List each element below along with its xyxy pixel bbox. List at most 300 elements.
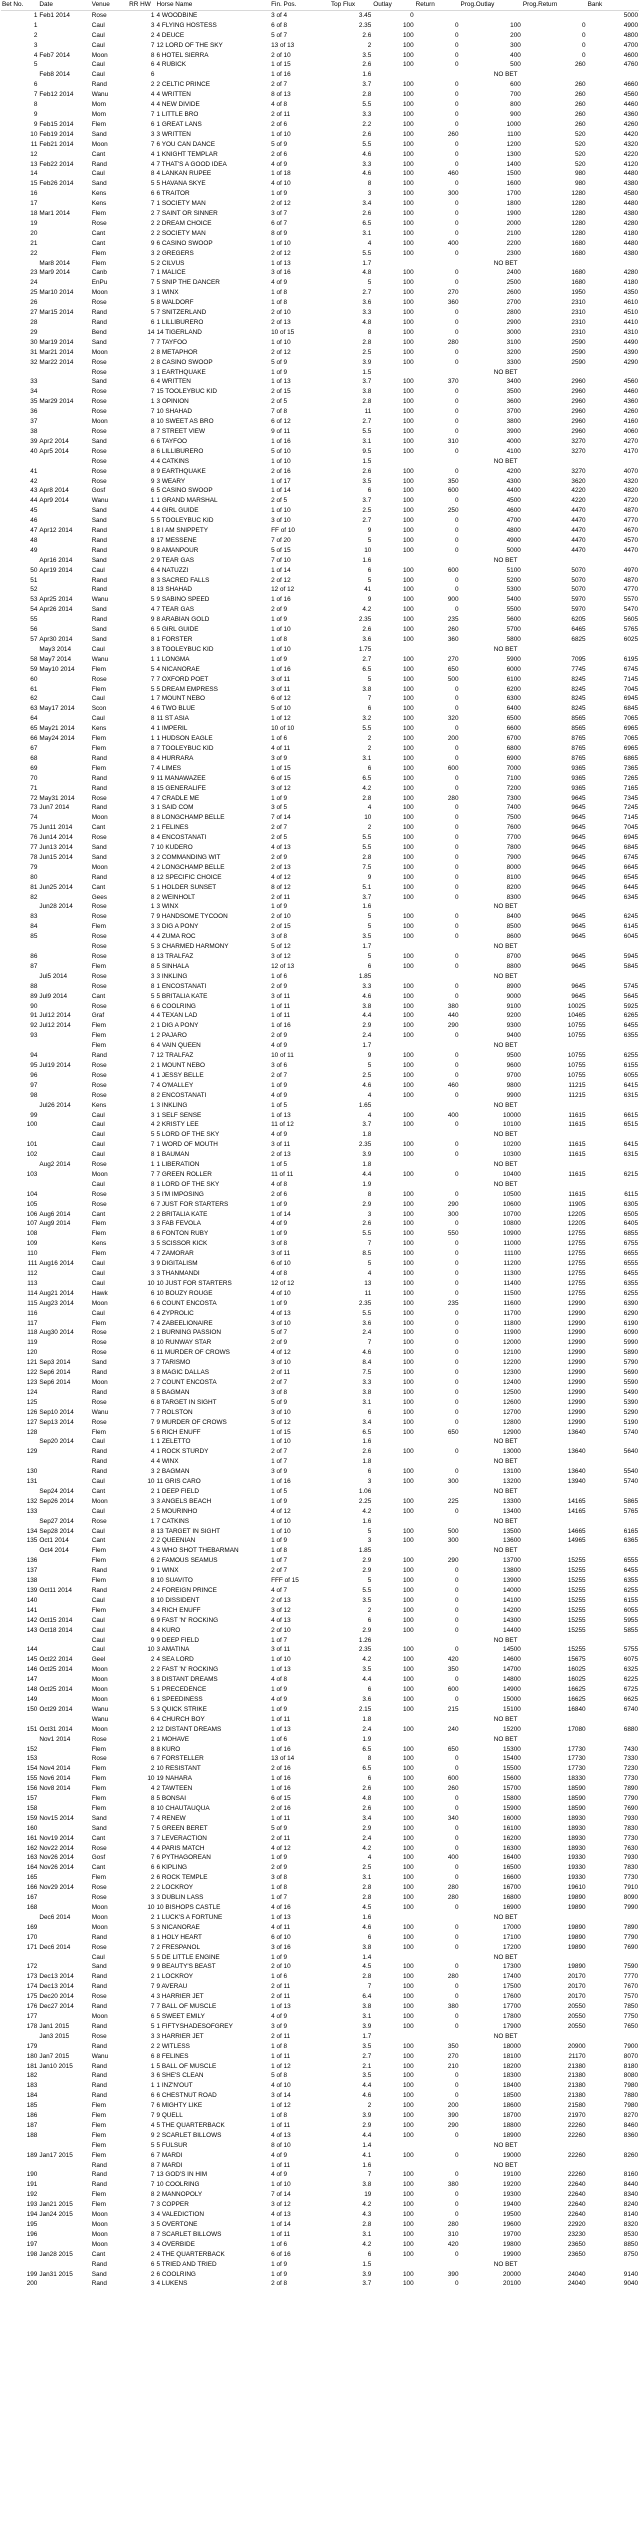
cell-bank: 6965 [623,725,638,733]
cell-rr-hw: 8 [150,1180,155,1188]
cell-prog-return: 12755 [567,1260,586,1268]
cell-bank: 6325 [623,1666,638,1674]
cell-prog-return: 17730 [567,1755,586,1763]
cell-fin-pos: 4 of 10 [271,1289,291,1297]
table-row [1,912,639,922]
cell-rr-hw: 4 [150,933,155,941]
cell-venue: Flem [91,1804,106,1812]
cell-return: 0 [454,81,459,89]
cell-top-flux: 8 [367,1755,372,1763]
table-row [1,526,639,536]
cell-return: 0 [454,923,459,931]
cell-prog-return: 9645 [571,992,586,1000]
cell-horse-name: 7 MARDI [156,2151,183,2159]
cell-fin-pos: 2 of 5 [271,834,288,842]
cell-date [38,893,90,903]
cell-return: 0 [454,962,459,970]
table-row [1,655,639,665]
cell-prog-outlay: 8800 [506,962,521,970]
cell-rr-hw: 6 [150,2151,155,2159]
cell-bet-no: 3 [33,41,38,49]
cell-rr-hw: 7 [150,1170,155,1178]
table-row [1,120,639,130]
cell-date [38,328,90,338]
cell-prog-return [522,10,587,20]
cell-rr-hw: 6 [150,1200,155,1208]
cell-return: 0 [454,1319,459,1327]
cell-bet-no: 111 [27,1260,38,1268]
cell-prog-outlay: 500 [510,61,521,69]
cell-bank: 4580 [623,190,638,198]
cell-horse-name: 5 GIRL GUIDE [156,626,199,634]
cell-date: Jun25 2014 [39,883,73,891]
cell-venue: Flem [91,1785,106,1793]
cell-fin-pos: 2 of 10 [271,51,291,59]
table-row [1,1071,639,1081]
cell-bet-no: 54 [30,606,38,614]
cell-prog-return: 9645 [571,863,586,871]
cell-prog-return: 2960 [571,378,586,386]
cell-rr-hw: 8 [150,586,155,594]
cell-prog-return: 14965 [567,1537,586,1545]
cell-horse-name: 4 NATUZZI [156,566,189,574]
cell-prog-return: 22260 [567,2121,586,2129]
cell-top-flux: 2.1 [362,2062,372,2070]
cell-horse-name: 7 CRADLE ME [156,794,200,802]
table-row [1,1913,639,1923]
cell-top-flux: 11 [364,408,372,416]
cell-bank: 7045 [623,824,638,832]
cell-prog-return: 17730 [567,1745,586,1753]
table-row [1,605,639,615]
cell-bank: 5745 [623,982,638,990]
cell-date: Jan21 2015 [39,2201,73,2209]
cell-return: 400 [447,239,459,247]
cell-venue: Rand [91,536,107,544]
cell-date [38,1962,90,1972]
cell-rr-hw: 1 [150,11,155,19]
cell-bank: 4720 [623,497,638,505]
cell-fin-pos: 3 of 8 [271,1388,288,1396]
cell-fin-pos: 5 of 15 [271,546,291,554]
cell-outlay: 100 [402,527,414,535]
cell-rr-hw: 8 [150,2230,155,2238]
cell-top-flux: 1.06 [358,1487,372,1495]
cell-fin-pos: 4 of 10 [271,2082,291,2090]
cell-outlay: 100 [402,2171,414,2179]
cell-bet-no: 91 [30,1012,38,1020]
cell-outlay: 100 [402,51,414,59]
cell-prog-return: 21380 [567,2072,586,2080]
cell-fin-pos: 1 of 12 [271,2062,291,2070]
cell-horse-name: 1 MOHAVE [156,1735,190,1743]
cell-rr-hw: 2 [150,31,155,39]
cell-bet-no: 139 [26,1587,38,1594]
cell-bank: 7830 [623,1824,638,1832]
cell-fin-pos: 2 of 8 [271,2280,288,2288]
cell-top-flux: 1.8 [362,1131,372,1139]
table-row [1,1457,639,1467]
cell-fin-pos: 4 of 13 [271,2131,291,2139]
table-row [1,1021,639,1031]
cell-fin-pos: 3 of 11 [271,685,291,693]
cell-bet-no: 92 [30,1022,38,1030]
cell-prog-outlay: 8500 [506,923,521,931]
cell-fin-pos: 1 of 8 [271,1884,288,1892]
cell-horse-name: 5 THE QUARTERBACK [156,2121,225,2129]
cell-prog-outlay: 5900 [506,655,521,663]
cell-horse-name: 1 SOCIETY MAN [156,200,206,208]
cell-return: 0 [454,1071,459,1079]
cell-date [38,1200,90,1210]
cell-return: 0 [454,844,459,852]
cell-horse-name: 3 COPPER [156,2201,189,2209]
header-venue: Venue [91,0,128,10]
cell-bank: 4290 [623,358,638,366]
cell-date [38,2042,90,2052]
cell-outlay: 100 [402,1230,414,1238]
cell-fin-pos: 1 of 9 [271,1686,288,1694]
cell-horse-name: 1 LIBERATION [156,1161,200,1169]
table-row [1,1804,639,1814]
cell-horse-name: 2 WITLESS [156,2042,190,2050]
table-row [1,1784,639,1794]
cell-bet-no: 106 [26,1210,38,1218]
cell-horse-name: 3 OPINION [156,398,189,406]
cell-date [38,229,90,239]
cell-return: 550 [447,1230,459,1238]
cell-bank: 7570 [623,1993,638,2001]
cell-fin-pos: 3 of 12 [271,784,291,792]
cell-horse-name: 3 WEARY [156,477,186,485]
cell-venue: Rand [91,1973,107,1981]
cell-outlay: 100 [402,992,414,1000]
cell-prog-return: 0 [582,41,586,49]
cell-prog-outlay: 18900 [503,2131,521,2139]
cell-rr-hw: 10 [147,1775,155,1783]
cell-rr-hw: 6 [150,1349,155,1357]
cell-bet-no: 1 [33,21,38,29]
cell-venue: Wanu [91,655,109,663]
cell-rr-hw: 1 [150,1161,155,1169]
cell-rr-hw: 5 [150,2141,155,2149]
table-row [1,2091,639,2101]
cell-bet-no: 23 [30,269,38,277]
cell-outlay: 100 [402,1200,414,1208]
cell-bank: 5765 [623,1507,638,1515]
cell-date: Jan31 2015 [39,2270,73,2278]
cell-outlay: 100 [402,824,414,832]
cell-bet-no: 64 [30,715,38,723]
cell-top-flux: 2.5 [362,1071,372,1079]
cell-return: 0 [454,893,459,901]
header-fin-pos: Fin. Pos. [270,0,330,10]
cell-prog-outlay: 19100 [503,2171,521,2179]
header-date: Date [38,0,90,10]
cell-prog-outlay: 16200 [503,1834,521,1842]
cell-no-bet: NO BET [493,368,518,376]
cell-bet-no: 57 [30,636,38,643]
cell-horse-name: 7 TOOLEYBUC KID [156,744,214,752]
cell-prog-outlay: 20000 [503,2270,521,2278]
cell-fin-pos: 1 of 11 [271,2230,291,2238]
cell-rr-hw: 3 [150,923,155,931]
cell-bank: 4280 [623,219,638,227]
cell-horse-name: 5 TRIED AND TRIED [156,2260,217,2268]
cell-return: 0 [454,200,459,208]
cell-top-flux: 3.5 [362,2042,372,2050]
cell-venue: Kens [91,200,107,208]
cell-bank: 5590 [623,1378,638,1386]
cell-rr-hw: 2 [150,2270,155,2278]
cell-venue: Cant [91,824,106,832]
cell-rr-hw: 5 [150,2022,155,2030]
cell-date [38,1120,90,1130]
cell-bet-no: 100 [26,1121,38,1129]
cell-date: Dec13 2014 [39,1973,74,1981]
cell-horse-name: 4 HURRARA [156,754,194,762]
cell-bet-no: 146 [26,1666,38,1674]
cell-date: Jul5 2014 [39,972,68,980]
cell-horse-name: 9 EARTHQUAKE [156,467,206,475]
cell-venue: Sand [91,1963,107,1971]
cell-horse-name: 1 WINX [156,1567,179,1575]
cell-prog-return: 5970 [571,606,586,614]
cell-venue: Rose [91,1339,107,1347]
cell-date: Nov8 2014 [39,1785,71,1793]
cell-top-flux: 1.8 [362,1161,372,1169]
cell-venue: Rose [91,953,107,960]
cell-fin-pos: 1 of 10 [271,507,291,515]
cell-return: 0 [454,1240,459,1248]
cell-prog-outlay: 13500 [503,1527,521,1535]
cell-rr-hw: 3 [150,1220,155,1228]
cell-fin-pos: 3 of 9 [271,1468,288,1476]
cell-bank: 6055 [623,1071,638,1079]
cell-prog-outlay: 3500 [506,388,521,396]
cell-prog-outlay: 900 [510,110,521,118]
cell-bank: 4360 [623,110,638,118]
cell-bet-no: 63 [30,705,38,713]
cell-prog-return: 2960 [571,418,586,426]
cell-venue: Flem [91,1428,106,1436]
table-row [1,1735,639,1745]
cell-bank: 8140 [623,2211,638,2219]
cell-fin-pos: 5 of 10 [271,447,291,455]
cell-fin-pos: 1 of 16 [271,1775,291,1783]
table-row [1,1507,639,1517]
cell-top-flux: 2.25 [358,1497,372,1505]
cell-prog-outlay: 16100 [503,1824,521,1832]
cell-venue: Rose [91,794,107,802]
cell-return: 0 [454,1587,459,1594]
cell-top-flux: 2.8 [362,853,372,861]
cell-fin-pos: 4 of 8 [271,1676,288,1684]
cell-prog-return: 2310 [571,299,586,307]
cell-top-flux: 3.8 [362,1002,372,1010]
cell-venue: Rand [91,2042,107,2050]
cell-return: 0 [454,873,459,881]
table-row [1,922,639,932]
cell-prog-outlay: 17400 [503,1973,521,1981]
cell-horse-name: 3 INKLING [156,972,188,980]
cell-venue: Rand [91,2171,107,2179]
cell-venue: Caul [91,31,105,39]
cell-date: Jul26 2014 [39,1101,71,1109]
cell-prog-return: 12205 [567,1220,586,1228]
cell-date: May17 2014 [39,705,75,713]
cell-return: 0 [454,1795,459,1803]
cell-venue: Kens [91,190,107,198]
cell-fin-pos: 9 of 11 [271,427,291,435]
cell-horse-name: 6 COOLRING [156,1002,196,1010]
cell-prog-return: 11615 [568,1151,586,1159]
table-row [1,982,639,992]
cell-fin-pos: 4 of 13 [271,844,291,852]
cell-venue: Moon [91,2012,108,2020]
cell-fin-pos: 1 of 10 [271,1438,291,1446]
cell-date [38,1348,90,1358]
table-row [1,2170,639,2180]
cell-outlay: 100 [402,1299,414,1307]
cell-horse-name: 4 LIMES [156,764,181,772]
cell-return: 0 [454,1923,459,1931]
cell-prog-outlay: 15700 [503,1785,521,1793]
cell-outlay: 100 [402,2012,414,2020]
cell-bank: 6115 [624,1190,638,1198]
cell-prog-return: 16625 [567,1686,586,1694]
cell-fin-pos: 1 of 9 [271,1705,288,1713]
cell-rr-hw: 5 [150,180,155,188]
cell-venue: Kens [91,1101,107,1109]
cell-bet-no [1,2141,38,2151]
cell-venue: Rand [91,754,107,762]
cell-prog-outlay: 800 [510,101,521,109]
cell-outlay: 100 [402,1339,414,1347]
cell-rr-hw: 8 [150,814,155,822]
cell-outlay: 100 [402,348,414,356]
cell-bank: 4350 [623,289,638,297]
cell-venue: Flem [91,1220,106,1228]
cell-top-flux: 2.35 [358,616,372,624]
cell-fin-pos: 2 of 11 [271,1369,291,1377]
cell-prog-outlay: 14500 [503,1646,521,1654]
cell-top-flux: 4 [367,1111,372,1119]
cell-prog-outlay: 9900 [506,1091,521,1099]
cell-top-flux: 9 [367,596,372,604]
cell-horse-name: 10 BOUZY ROUGE [156,1289,213,1297]
cell-date: Jul19 2014 [39,1061,71,1069]
cell-rr-hw: 5 [150,1953,155,1961]
cell-rr-hw: 8 [150,982,155,990]
cell-horse-name: 4 CATKINS [156,457,190,465]
cell-prog-outlay: 19500 [503,2211,521,2219]
cell-fin-pos: 5 of 9 [271,358,288,366]
cell-top-flux: 2.7 [362,418,372,426]
cell-horse-name: 6 COUNT ENCOSTA [156,1299,217,1307]
table-row [1,1695,639,1705]
cell-outlay: 100 [402,1527,414,1535]
cell-bank: 5000 [623,11,638,19]
cell-date [38,784,90,794]
cell-bet-no: 15 [30,180,38,188]
cell-horse-name: 6 TAYFOO [156,437,188,445]
cell-prog-return: 1280 [571,219,586,227]
cell-rr-hw: 1 [150,695,155,703]
cell-horse-name: 7 FORSTELLER [156,1755,204,1763]
table-row [1,1259,639,1269]
cell-prog-return: 11615 [568,1111,586,1119]
table-row [1,1081,639,1091]
cell-fin-pos: 1 of 9 [271,794,288,802]
cell-horse-name: 2 DREAM CHOICE [156,219,212,227]
table-row [1,1972,639,1982]
cell-rr-hw: 8 [150,447,155,455]
cell-date: Mar8 2014 [39,259,70,267]
cell-no-bet: NO BET [493,1715,518,1723]
cell-prog-return: 3270 [571,447,586,455]
table-row [1,229,639,239]
cell-prog-outlay: 8000 [506,863,521,871]
cell-prog-return: 15255 [567,1616,586,1624]
cell-top-flux: 7.5 [362,863,372,871]
cell-bank: 6555 [623,1557,638,1565]
cell-venue: Canb [91,269,107,277]
table-row [1,1011,639,1021]
cell-horse-name: 4 PARIS MATCH [156,1844,205,1852]
cell-fin-pos: 6 of 8 [271,21,288,29]
cell-venue: Rose [91,675,107,683]
table-row [1,1002,639,1012]
cell-return: 0 [454,824,459,832]
cell-bet-no: 142 [26,1616,38,1624]
cell-bank: 5740 [623,1478,638,1486]
cell-prog-return: 12990 [567,1359,586,1367]
cell-fin-pos: 1 of 9 [271,190,288,198]
table-row [1,2279,639,2289]
cell-bet-no: 82 [30,893,38,901]
cell-top-flux: 2.6 [362,210,372,218]
cell-fin-pos: 1 of 5 [271,1101,288,1109]
cell-bank: 6155 [623,1596,638,1604]
cell-outlay: 100 [402,1071,414,1079]
cell-prog-return: 10755 [567,1022,586,1030]
cell-venue: Flem [91,2151,106,2159]
cell-date: Aug23 2014 [39,1299,74,1307]
cell-date [38,150,90,160]
cell-bank: 6365 [623,1537,638,1545]
cell-rr-hw: 7 [150,279,155,287]
cell-prog-outlay: 13200 [503,1478,521,1486]
cell-return: 210 [447,2062,459,2070]
cell-top-flux: 1.8 [362,1715,372,1723]
cell-top-flux: 3.1 [362,1874,372,1882]
cell-top-flux: 6 [367,566,372,574]
cell-return: 0 [454,1052,459,1060]
cell-outlay: 100 [402,1537,414,1545]
cell-rr-hw: 7 [150,2003,155,2011]
cell-horse-name: 9 DIGITALISM [156,1260,198,1268]
cell-bank: 6505 [623,1210,638,1218]
cell-date [38,982,90,992]
cell-date [38,1239,90,1249]
cell-date [38,585,90,595]
cell-return: 350 [447,2042,459,2050]
cell-date [38,1398,90,1408]
cell-bet-no: 130 [26,1468,38,1476]
cell-prog-outlay: 17700 [503,2003,521,2011]
cell-horse-name: 8 I AM SNIPPETY [156,527,208,535]
